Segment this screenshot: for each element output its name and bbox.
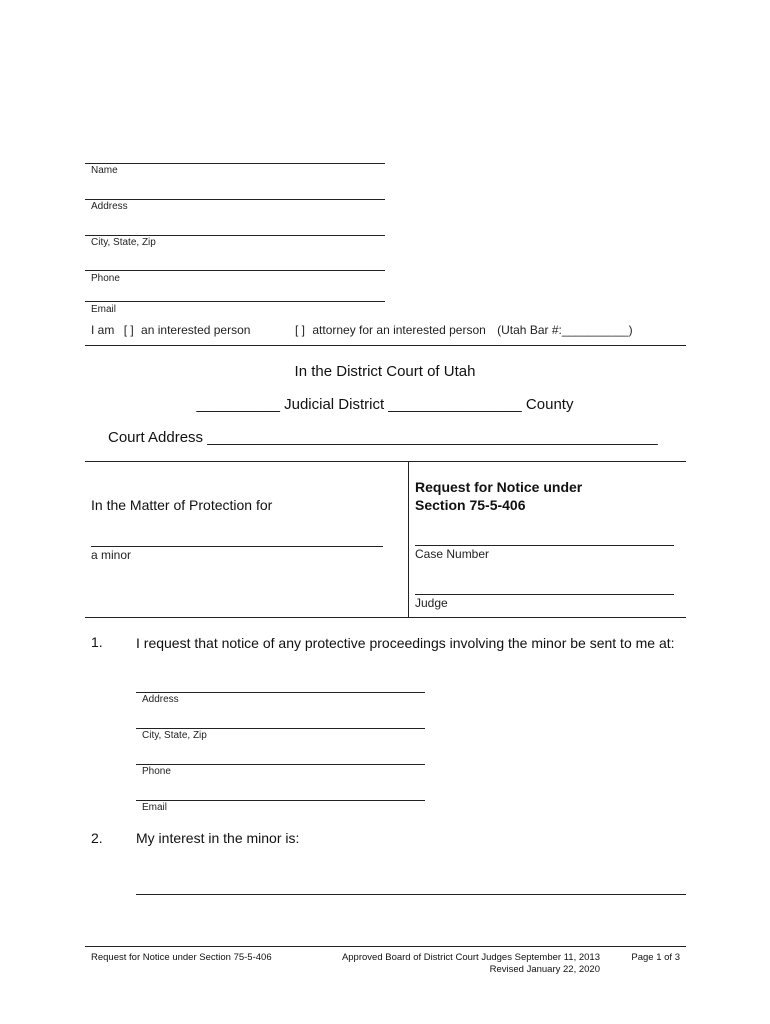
document-title-line-2: Section 75-5-406 — [415, 497, 526, 513]
item-1-text: I request that notice of any protective proceedings involving the minor be sent to me at: — [136, 635, 675, 651]
name-label: Name — [91, 165, 118, 176]
footer-divider — [85, 946, 686, 947]
case-number-label: Case Number — [415, 547, 490, 561]
party-block-divider — [85, 345, 686, 346]
notice-city-state-zip-field-line[interactable] — [136, 728, 425, 729]
footer-revised-line: Revised January 22, 2020 — [489, 964, 600, 975]
interested-person-checkbox[interactable]: [ ] — [123, 323, 134, 337]
notice-phone-label: Phone — [142, 766, 171, 777]
footer-approval-line: Approved Board of District Court Judges September 11, 2013 — [341, 952, 600, 963]
phone-label: Phone — [91, 273, 120, 284]
judge-label: Judge — [415, 596, 448, 610]
i-am-text: I am — [91, 323, 115, 337]
item-2-number: 2. — [91, 830, 103, 846]
district-county-line[interactable]: __________ Judicial District ________________ County — [196, 396, 574, 413]
phone-field-line[interactable] — [85, 270, 385, 271]
item-2-text: My interest in the minor is: — [136, 830, 300, 846]
attorney-role-line — [295, 323, 633, 337]
city-state-zip-label: City, State, Zip — [91, 237, 156, 248]
item-1-number: 1. — [91, 634, 103, 650]
notice-address-label: Address — [142, 694, 179, 705]
email-label: Email — [91, 304, 117, 315]
interest-field-line[interactable] — [136, 894, 686, 895]
city-state-zip-field-line[interactable] — [85, 235, 385, 236]
case-number-field-line[interactable] — [415, 545, 674, 546]
minor-label: a minor — [91, 548, 132, 562]
document-title-line-1: Request for Notice under — [415, 479, 583, 495]
interested-person-text: an interested person — [141, 323, 251, 337]
attorney-checkbox[interactable]: [ ] — [295, 323, 306, 337]
email-field-line[interactable] — [85, 301, 385, 302]
caption-top-border — [85, 461, 686, 462]
court-title: In the District Court of Utah — [294, 363, 476, 380]
utah-bar-number-field[interactable]: (Utah Bar #:__________) — [497, 323, 633, 337]
court-address-line[interactable]: Court Address ______________________________________________________ — [108, 429, 658, 446]
party-role-line — [91, 323, 250, 337]
caption-divider — [408, 461, 409, 617]
footer-page-number: Page 1 of 3 — [631, 952, 680, 963]
caption-bottom-border — [85, 617, 686, 618]
notice-email-field-line[interactable] — [136, 800, 425, 801]
notice-email-label: Email — [142, 802, 168, 813]
attorney-text: attorney for an interested person — [312, 323, 486, 337]
judge-field-line[interactable] — [415, 594, 674, 595]
notice-city-state-zip-label: City, State, Zip — [142, 730, 207, 741]
notice-phone-field-line[interactable] — [136, 764, 425, 765]
footer-form-title: Request for Notice under Section 75-5-406 — [91, 952, 272, 963]
address-field-line[interactable] — [85, 199, 385, 200]
minor-name-field-line[interactable] — [91, 546, 383, 547]
matter-of-protection-text: In the Matter of Protection for — [91, 497, 273, 513]
name-field-line[interactable] — [85, 163, 385, 164]
notice-address-field-line[interactable] — [136, 692, 425, 693]
address-label: Address — [91, 201, 128, 212]
